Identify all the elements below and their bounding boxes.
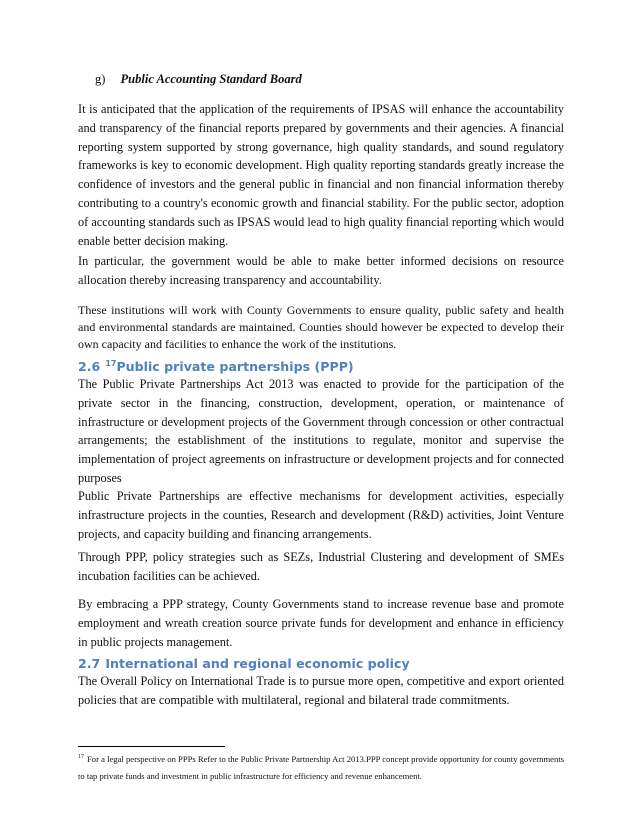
footnote-ref: 17 <box>105 358 117 368</box>
paragraph-ppp-strategies: Through PPP, policy strategies such as SEZs, Industrial Clustering and development of SMEs incubation facilities can be achieved. <box>78 550 564 583</box>
section-title: Public private partnerships (PPP) <box>116 359 354 374</box>
section-title: International and regional economic policy <box>105 656 410 671</box>
paragraph-ppp-act: The Public Private Partnerships Act 2013 was enacted to provide for the participation of the private sector in the financing, construction, development, operation, or maintenance of infrastructure or development projects of the Government through concession or other contractual arrangements; the establishment of the institutions to regulate, monitor and supervise the implementation of project agreements on infrastructure or development projects and for connected purposes <box>78 377 564 485</box>
paragraph-trade-policy: The Overall Policy on International Trade is to pursue more open, competitive and export oriented policies that are compatible with multilateral, regional and bilateral trade commitments. <box>78 674 564 707</box>
section-number: 2.7 <box>78 656 101 671</box>
subsection-heading <box>95 72 302 87</box>
footnote-divider <box>78 746 225 747</box>
footnote-text: For a legal perspective on PPPs Refer to the Public Private Partnership Act 2013.PPP concept provide opportunity for county governments to tap private funds and investment in public infrastructure for efficiency and revenue enhancement. <box>78 754 564 781</box>
subsection-title: Public Accounting Standard Board <box>120 72 302 86</box>
paragraph-ppp-mechanisms: Public Private Partnerships are effective mechanisms for development activities, especially infrastructure projects in the counties, Research and development (R&D) activities, Joint Venture projects, and capacity building and financing arrangements. <box>78 489 564 541</box>
section-heading-2-6 <box>78 358 564 376</box>
subsection-label: g) <box>95 72 106 86</box>
paragraph-government: In particular, the government would be able to make better informed decisions on resource allocation thereby increasing transparency and accountability. <box>78 254 564 287</box>
section-heading-2-7 <box>78 655 564 673</box>
paragraph-ipsas: It is anticipated that the application of the requirements of IPSAS will enhance the accountability and transparency of the financial reports prepared by governments and their agencies. A financial reporting system supported by strong governance, high quality standards, and sound regulatory frameworks is key to economic development. High quality reporting standards greatly increase the confidence of investors and the general public in financial and non financial information thereby contributing to a country's economic growth and financial stability. For the public sector, adoption of accounting standards such as IPSAS would lead to high quality financial reporting which would enable better decision making. <box>78 102 564 248</box>
section-number: 2.6 <box>78 359 101 374</box>
footnote-number: 17 <box>78 754 84 761</box>
footnote <box>78 751 564 785</box>
paragraph-institutions: These institutions will work with County Governments to ensure quality, public safety and health and environmental standards are maintained. Counties should however be expected to develop their own capacity and facilities to enhance the work of the institutions. <box>78 303 564 351</box>
paragraph-ppp-embracing: By embracing a PPP strategy, County Governments stand to increase revenue base and promote employment and wreath creation source private funds for development and enhance in efficiency in public projects management. <box>78 597 564 649</box>
